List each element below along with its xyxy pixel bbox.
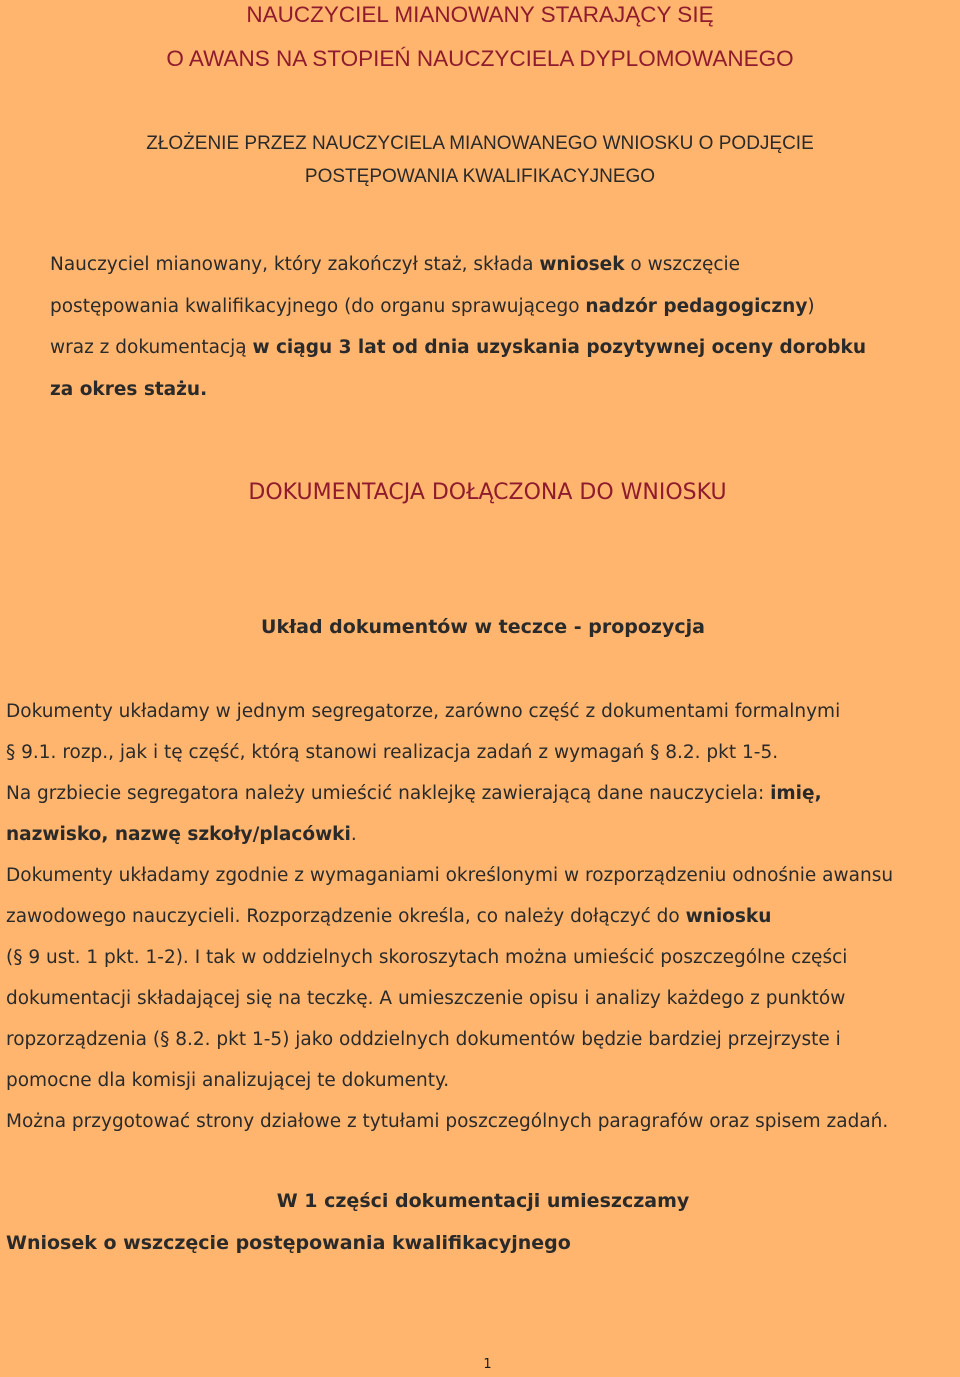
- header-title-line-1: NAUCZYCIEL MIANOWANY STARAJĄCY SIĘ: [246, 2, 714, 27]
- documentation-heading: DOKUMENTACJA DOŁĄCZONA DO WNIOSKU: [248, 480, 727, 505]
- section-title-line-2: POSTĘPOWANIA KWALIFIKACYJNEGO: [304, 166, 656, 187]
- intro-text: postępowania kwalifikacyjnego (do organu sprawującego: [50, 295, 586, 317]
- intro-line-4: [50, 369, 950, 411]
- intro-bold-text: nadzór pedagogiczny: [585, 295, 808, 317]
- intro-bold-text: za okres stażu.: [50, 378, 208, 400]
- body-line-6: [6, 896, 956, 937]
- body-text: Na grzbiecie segregatora należy umieścić naklejkę zawierającą dane nauczyciela:: [6, 783, 771, 804]
- body-line-4: [6, 814, 956, 855]
- body-text: zawodowego nauczycieli. Rozporządzenie określa, co należy dołączyć do: [6, 906, 686, 927]
- body-line-8: dokumentacji składającej się na teczkę. A umieszczenie opisu i analizy każdego z punktów: [6, 988, 846, 1009]
- body-bold-text: wniosku: [685, 906, 772, 927]
- intro-line-2: [50, 286, 950, 328]
- intro-paragraph: [50, 244, 950, 410]
- section-title-line-1: ZŁOŻENIE PRZEZ NAUCZYCIELA MIANOWANEGO WNIOSKU O PODJĘCIE: [146, 133, 814, 154]
- body-line-3: [6, 773, 956, 814]
- body-line-9: ropzorządzenia (§ 8.2. pkt 1-5) jako oddzielnych dokumentów będzie bardziej przejrzyste i: [6, 1029, 841, 1050]
- body-bold-text: imię,: [770, 783, 822, 804]
- body-paragraph: [6, 691, 956, 1142]
- body-line-2: § 9.1. rozp., jak i tę część, którą stanowi realizacja zadań z wymagań § 8.2. pkt 1-5.: [6, 742, 779, 763]
- intro-bold-text: wniosek: [539, 254, 625, 275]
- intro-line-3: [50, 327, 950, 369]
- intro-text: ): [807, 295, 815, 317]
- intro-bold-text: w ciągu 3 lat od dnia uzyskania pozytywnej oceny dorobku: [252, 337, 867, 358]
- body-line-7: (§ 9 ust. 1 pkt. 1-2). I tak w oddzielnych skoroszytach można umieścić poszczególne części: [6, 947, 848, 968]
- body-line-5: Dokumenty układamy zgodnie z wymaganiami określonymi w rozporządzeniu odnośnie awansu: [6, 865, 894, 886]
- intro-text: o wszczęcie: [624, 254, 741, 275]
- body-line-11: Można przygotować strony działowe z tytułami poszczególnych paragrafów oraz spisem zadań.: [6, 1111, 889, 1132]
- body-bold-text: nazwisko, nazwę szkoły/placówki: [6, 824, 351, 845]
- body-line-1: Dokumenty układamy w jednym segregatorze, zarówno część z dokumentami formalnymi: [6, 701, 841, 722]
- intro-text: wraz z dokumentacją: [50, 337, 253, 358]
- intro-line-1: [50, 244, 950, 286]
- documentation-subheading: Układ dokumentów w teczce - propozycja: [261, 616, 705, 638]
- part1-item: Wniosek o wszczęcie postępowania kwalifikacyjnego: [6, 1232, 571, 1254]
- body-line-10: pomocne dla komisji analizującej te dokumenty.: [6, 1070, 450, 1091]
- page-number: 1: [483, 1357, 492, 1372]
- body-text: .: [350, 824, 357, 845]
- part1-heading: W 1 części dokumentacji umieszczamy: [276, 1190, 690, 1212]
- header-title-line-2: O AWANS NA STOPIEŃ NAUCZYCIELA DYPLOMOWANEGO: [166, 46, 794, 71]
- intro-text: Nauczyciel mianowany, który zakończył staż, składa: [50, 254, 540, 275]
